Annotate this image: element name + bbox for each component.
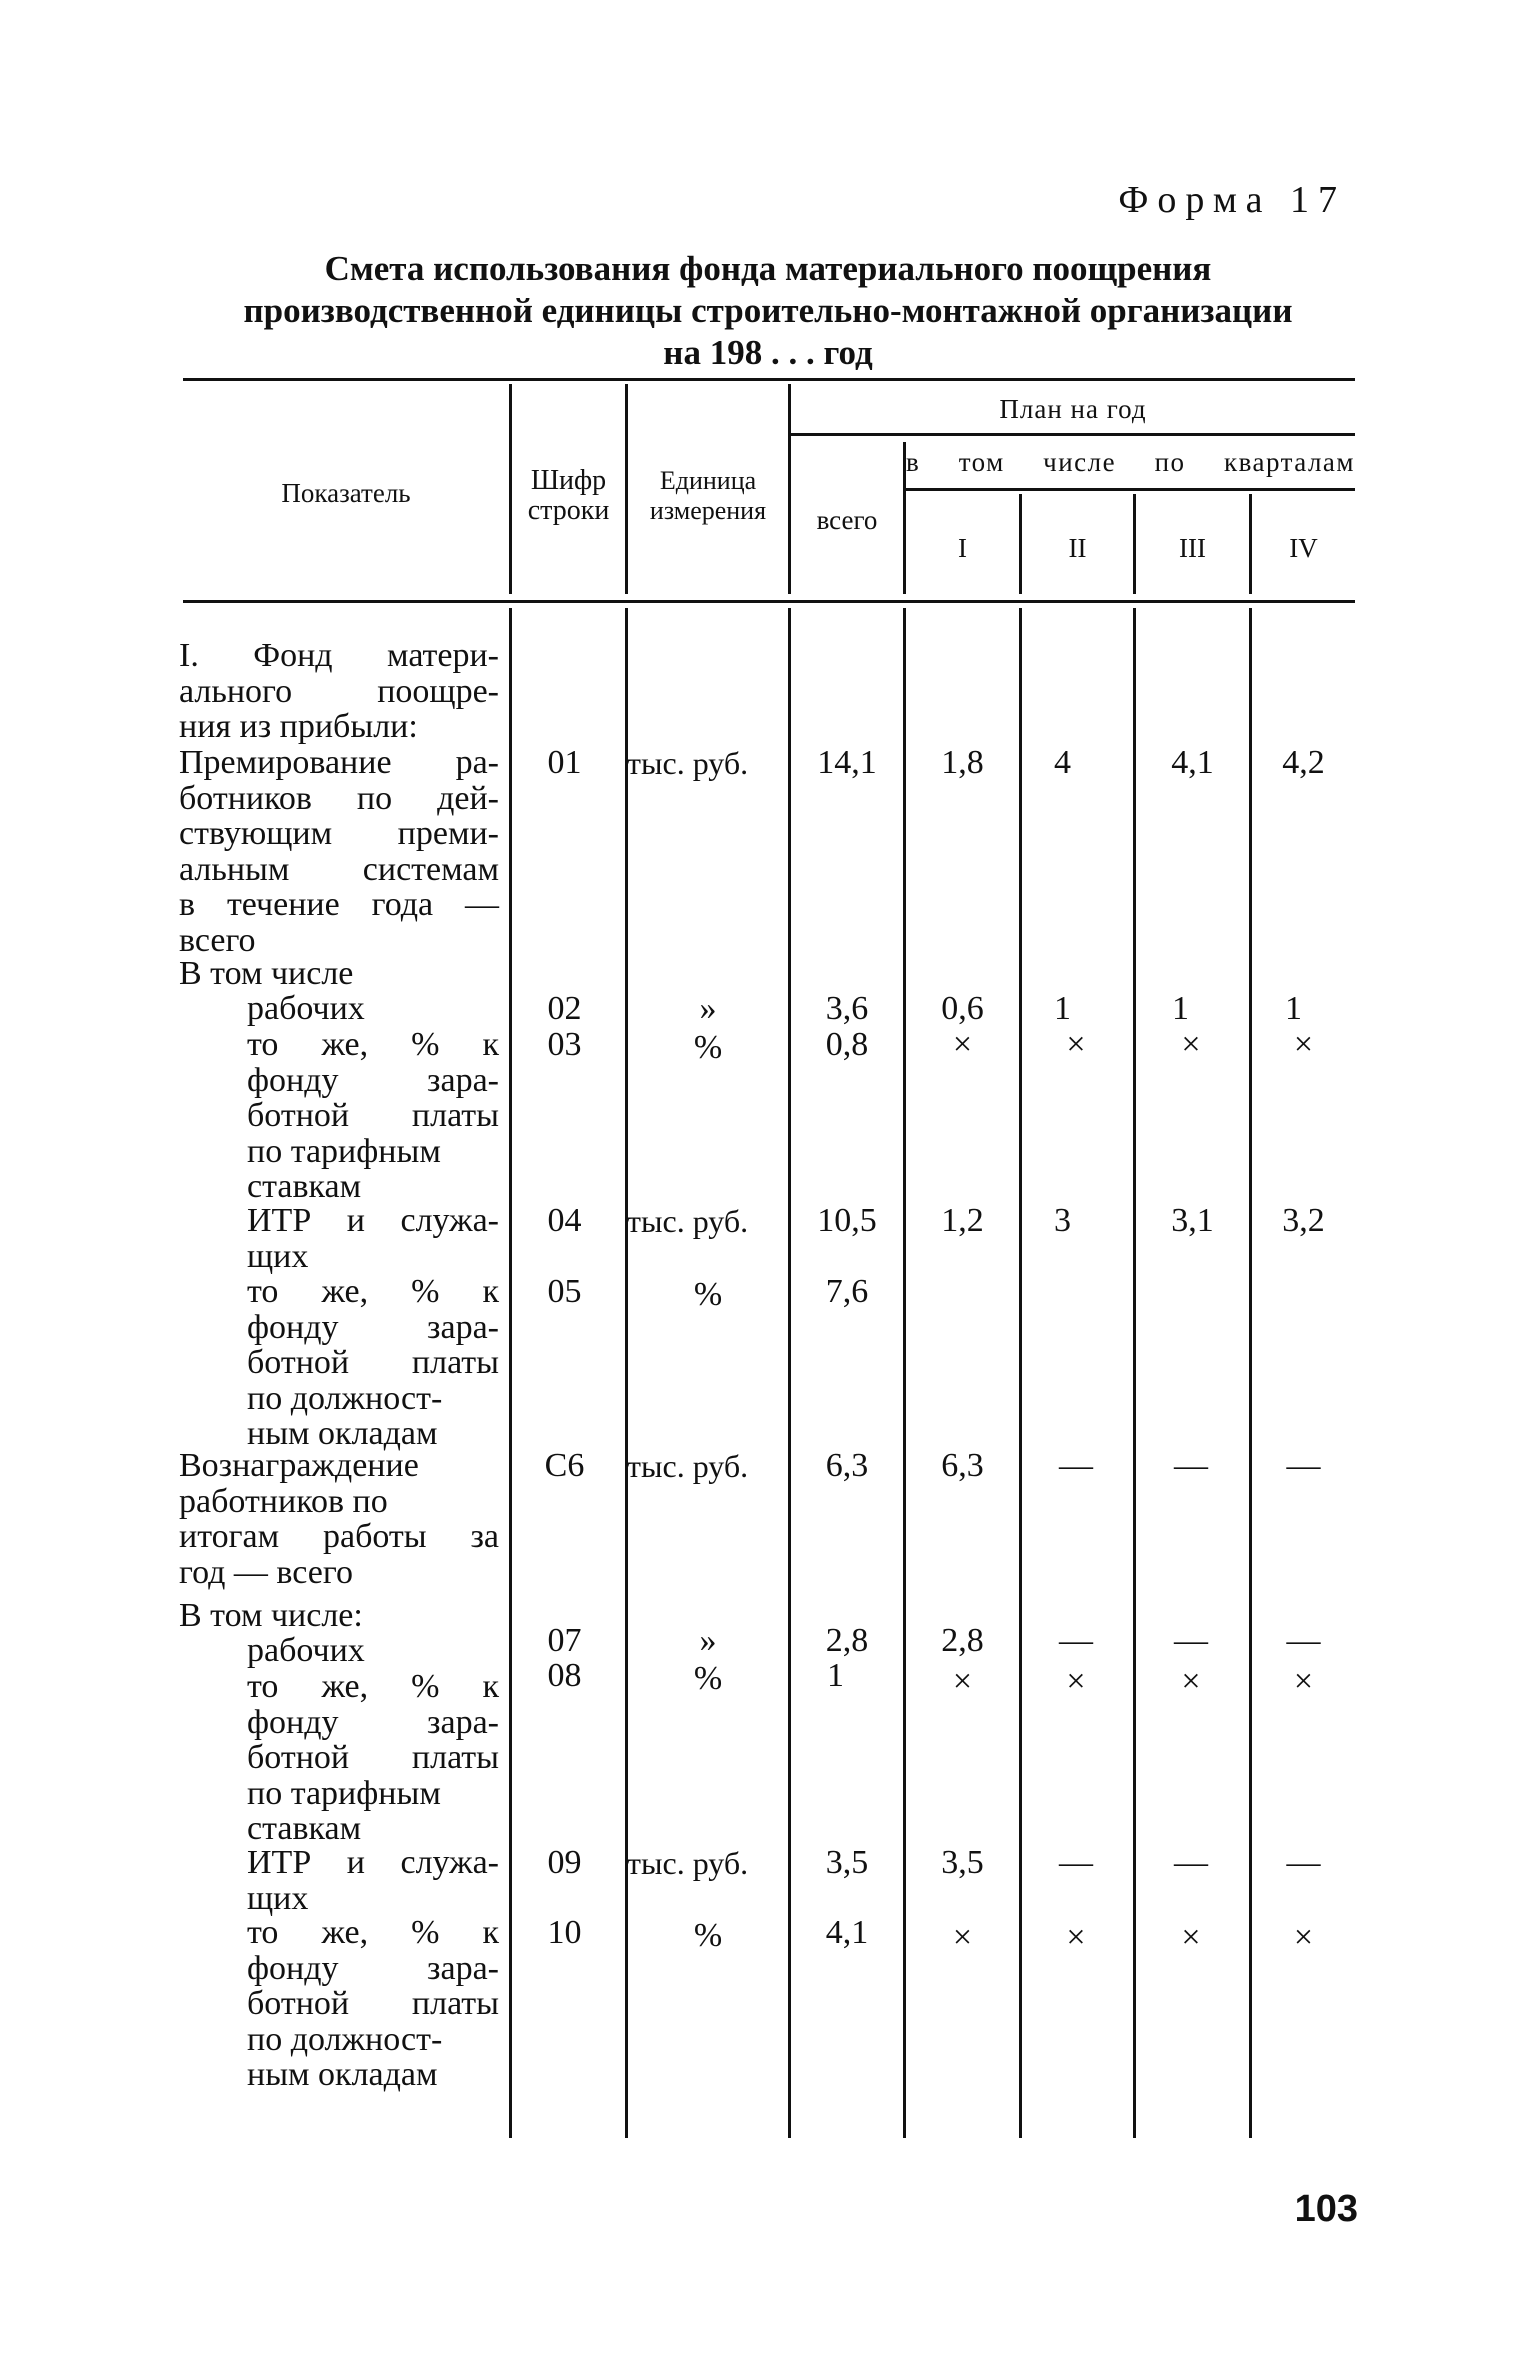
row-02-unit: » <box>699 990 717 1027</box>
row-08-q3: × <box>1181 1663 1201 1700</box>
row-08-q2: × <box>1066 1663 1086 1700</box>
row-01-code: 01 <box>547 744 582 781</box>
row-06-q2: — <box>1059 1447 1093 1484</box>
row-07-unit: » <box>699 1622 717 1659</box>
row-08-label: то же, % к фонду зара- ботной платы по тарифным ставкам <box>247 1668 499 1847</box>
row-07-q1: 2,8 <box>941 1622 984 1659</box>
row-05-label: то же, % к фонду зара- ботной платы по должност- ным окладам <box>247 1273 499 1452</box>
row-03-label: то же, % к фонду зара- ботной платы по тарифным ставкам <box>247 1026 499 1205</box>
row-09-unit: тыс. руб. <box>627 1845 749 1881</box>
row-10-q2: × <box>1066 1919 1086 1956</box>
header-total: всего <box>816 505 878 535</box>
row-04-label: ИТР и служа- щих <box>247 1202 499 1275</box>
row-05-code: 05 <box>547 1273 582 1310</box>
row-09-total: 3,5 <box>825 1844 869 1881</box>
row-10-unit: % <box>693 1917 723 1954</box>
row-01-label: Премирование ра- ботников по дей- ствующим преми- альным системам в течение года — всего <box>179 744 499 959</box>
row-09-q2: — <box>1059 1844 1093 1881</box>
header-indicator: Показатель <box>281 478 411 508</box>
row-10-code: 10 <box>547 1914 582 1951</box>
row-09-q3: — <box>1174 1844 1208 1881</box>
row-01-total: 14,1 <box>817 744 877 781</box>
page-number: 103 <box>1294 2188 1358 2230</box>
row-03-q4: × <box>1293 1026 1314 1063</box>
header-q1: I <box>958 533 967 563</box>
including-label-1: В том числе <box>179 955 354 992</box>
row-06-unit: тыс. руб. <box>627 1448 749 1484</box>
row-03-q1: × <box>952 1026 973 1063</box>
row-04-unit: тыс. руб. <box>627 1203 749 1239</box>
row-02-label: рабочих <box>247 990 365 1027</box>
row-08-q4: × <box>1293 1663 1314 1700</box>
row-08-total: 1 <box>827 1657 844 1694</box>
row-04-q1: 1,2 <box>941 1202 984 1239</box>
row-07-q3: — <box>1174 1622 1208 1659</box>
header-q3: III <box>1179 533 1206 563</box>
row-10-q3: × <box>1181 1919 1201 1956</box>
row-08-q1: × <box>952 1663 973 1700</box>
row-03-q2: × <box>1066 1026 1086 1063</box>
row-02-q3: 1 <box>1172 990 1189 1027</box>
including-label-2: В том числе: <box>179 1597 363 1634</box>
row-10-q1: × <box>952 1919 973 1956</box>
row-03-total: 0,8 <box>825 1026 869 1063</box>
row-06-total: 6,3 <box>825 1447 869 1484</box>
header-quarters-caption: в том числе по кварталам <box>906 447 1355 477</box>
row-06-q3: — <box>1174 1447 1208 1484</box>
row-07-code: 07 <box>547 1622 582 1659</box>
header-q4: IV <box>1289 533 1318 563</box>
header-unit: Единица измерения <box>649 466 767 525</box>
row-09-label: ИТР и служа- щих <box>247 1844 499 1917</box>
document-title <box>0 248 1536 374</box>
row-02-q1: 0,6 <box>941 990 984 1027</box>
row-04-code: 04 <box>547 1202 582 1239</box>
title-line-3: на 198 . . . год <box>663 333 873 372</box>
row-01-q1: 1,8 <box>941 744 984 781</box>
row-02-q4: 1 <box>1285 990 1302 1027</box>
row-04-q2: 3 <box>1054 1202 1071 1239</box>
row-06-q1: 6,3 <box>941 1447 984 1484</box>
row-09-q4: — <box>1286 1844 1321 1881</box>
row-03-q3: × <box>1181 1026 1201 1063</box>
row-01-q4: 4,2 <box>1282 744 1325 781</box>
title-line-2: производственной единицы строительно-монтажной организации <box>243 291 1293 330</box>
row-10-label: то же, % к фонду зара- ботной платы по должност- ным окладам <box>247 1914 499 2093</box>
row-07-q4: — <box>1286 1622 1321 1659</box>
row-05-unit: % <box>693 1276 723 1313</box>
row-05-total: 7,6 <box>825 1273 869 1310</box>
row-02-q2: 1 <box>1054 990 1071 1027</box>
row-03-code: 03 <box>547 1026 582 1063</box>
row-03-unit: % <box>693 1029 723 1066</box>
row-08-code: 08 <box>547 1657 582 1694</box>
row-09-q1: 3,5 <box>941 1844 984 1881</box>
row-04-total: 10,5 <box>817 1202 877 1239</box>
row-01-q3: 4,1 <box>1171 744 1214 781</box>
row-08-unit: % <box>693 1660 723 1697</box>
row-07-total: 2,8 <box>825 1622 869 1659</box>
form-label: Форма 17 <box>1118 179 1346 221</box>
row-09-code: 09 <box>547 1844 582 1881</box>
header-plan: План на год <box>999 394 1147 424</box>
row-06-code: С6 <box>544 1447 585 1484</box>
row-07-label: рабочих <box>247 1632 365 1669</box>
row-04-q3: 3,1 <box>1171 1202 1214 1239</box>
title-line-1: Смета использования фонда материального поощрения <box>324 249 1212 288</box>
row-02-total: 3,6 <box>825 990 869 1027</box>
row-10-total: 4,1 <box>825 1914 869 1951</box>
row-02-code: 02 <box>547 990 582 1027</box>
row-10-q4: × <box>1293 1919 1314 1956</box>
row-01-unit: тыс. руб. <box>627 745 749 781</box>
section-1-heading: I. Фонд матери- ального поощре- ния из прибыли: <box>179 637 499 745</box>
header-code: Шифр строки <box>527 465 610 526</box>
row-06-q4: — <box>1286 1447 1321 1484</box>
row-04-q4: 3,2 <box>1282 1202 1325 1239</box>
row-01-q2: 4 <box>1054 744 1071 781</box>
row-06-label: Вознаграждение работников по итогам работы за год — всего <box>179 1447 499 1591</box>
row-07-q2: — <box>1059 1622 1093 1659</box>
header-q2: II <box>1068 533 1087 563</box>
